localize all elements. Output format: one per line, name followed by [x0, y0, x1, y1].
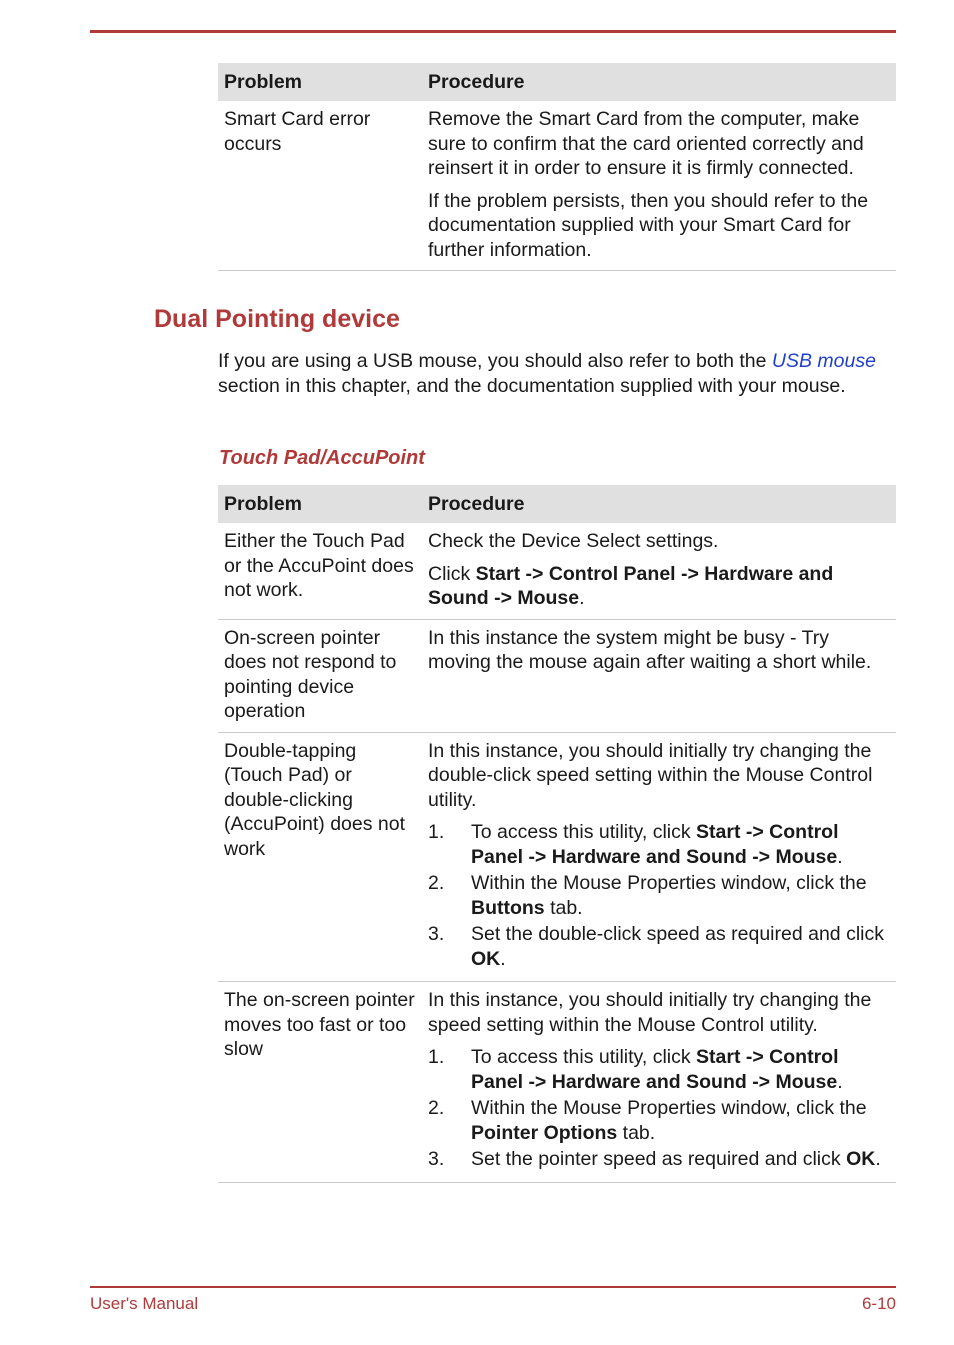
procedure-paragraph: In this instance, you should initially try changing the double-click speed setting within the Mouse Control utility.	[428, 739, 873, 811]
tab-name: Pointer Options	[471, 1121, 618, 1144]
smart-card-table	[218, 63, 896, 271]
touch-pad-table	[218, 485, 896, 1183]
table-header-row	[218, 485, 896, 523]
procedure-cell	[422, 101, 896, 271]
table-header-row	[218, 63, 896, 101]
table-row	[218, 101, 896, 271]
procedure-cell	[422, 732, 896, 982]
procedure-paragraph: In this instance, you should initially try changing the speed setting within the Mouse Control utility.	[428, 989, 872, 1036]
menu-path: Start -> Control Panel -> Hardware and Sound -> Mouse	[428, 562, 834, 609]
text: .	[579, 587, 585, 609]
usb-mouse-link[interactable]: USB mouse	[771, 350, 876, 372]
text: tab.	[544, 896, 583, 919]
section-title: Dual Pointing device	[154, 305, 400, 333]
problem-column-header: Problem	[218, 485, 422, 523]
text: .	[837, 845, 843, 868]
tab-name: Buttons	[471, 896, 545, 919]
steps-list	[428, 1045, 890, 1172]
step-number: 3.	[428, 923, 445, 945]
table-row	[218, 619, 896, 732]
intro-text: section in this chapter, and the documentation supplied with your mouse.	[218, 374, 846, 397]
procedure-cell	[422, 982, 896, 1183]
procedure-paragraph: Check the Device Select settings.	[428, 530, 719, 552]
list-item	[428, 1147, 890, 1172]
text: Within the Mouse Properties window, click the	[471, 1097, 867, 1119]
procedure-paragraph: If the problem persists, then you should refer to the documentation supplied with your Smart Card for further information.	[428, 189, 869, 261]
text: To access this utility, click	[471, 821, 697, 843]
menu-path: Start -> Control Panel -> Hardware and Sound -> Mouse	[471, 821, 839, 868]
section-intro	[218, 349, 896, 398]
text: tab.	[617, 1121, 656, 1144]
table-row	[218, 732, 896, 982]
step-number: 2.	[428, 1097, 445, 1119]
table-row	[218, 523, 896, 619]
list-item	[428, 1045, 890, 1094]
text: Set the pointer speed as required and click	[471, 1148, 847, 1170]
text: .	[837, 1070, 843, 1093]
step-number: 1.	[428, 821, 445, 843]
step-number: 2.	[428, 872, 445, 894]
menu-path: Start -> Control Panel -> Hardware and Sound -> Mouse	[471, 1046, 839, 1093]
procedure-column-header: Procedure	[422, 485, 896, 523]
list-item	[428, 871, 890, 920]
procedure-paragraph	[428, 562, 890, 611]
button-name: OK	[846, 1148, 876, 1170]
problem-cell: Either the Touch Pad or the AccuPoint does not work.	[218, 523, 422, 619]
text: Within the Mouse Properties window, click the	[471, 872, 867, 894]
text: To access this utility, click	[471, 1046, 697, 1068]
procedure-paragraph: Remove the Smart Card from the computer, make sure to confirm that the card oriented correctly and reinsert it in order to ensure it is firmly connected.	[428, 108, 864, 179]
text: .	[500, 947, 506, 970]
step-number: 1.	[428, 1046, 445, 1068]
procedure-cell	[422, 619, 896, 732]
procedure-cell	[422, 523, 896, 619]
table-row	[218, 982, 896, 1183]
intro-text: If you are using a USB mouse, you should also refer to both the	[218, 350, 772, 372]
footer-rule	[90, 1286, 896, 1288]
steps-list	[428, 820, 890, 971]
list-item	[428, 820, 890, 869]
problem-cell: The on-screen pointer moves too fast or too slow	[218, 982, 422, 1183]
list-item	[428, 922, 890, 971]
step-number: 3.	[428, 1148, 445, 1170]
subsection-title: Touch Pad/AccuPoint	[219, 447, 425, 469]
problem-column-header: Problem	[218, 63, 422, 101]
problem-cell: Smart Card error occurs	[218, 101, 422, 271]
footer-manual-title: User's Manual	[90, 1294, 199, 1313]
problem-cell: On-screen pointer does not respond to pointing device operation	[218, 619, 422, 732]
header-rule	[90, 30, 896, 33]
procedure-column-header: Procedure	[422, 63, 896, 101]
list-item	[428, 1096, 890, 1145]
procedure-paragraph: In this instance the system might be busy - Try moving the mouse again after waiting a short while.	[428, 626, 872, 673]
text: .	[875, 1148, 881, 1170]
text: Set the double-click speed as required and click	[471, 923, 884, 945]
problem-cell: Double-tapping (Touch Pad) or double-clicking (AccuPoint) does not work	[218, 732, 422, 982]
text: Click	[428, 562, 476, 585]
button-name: OK	[471, 947, 501, 970]
page-number: 6-10	[861, 1294, 896, 1313]
